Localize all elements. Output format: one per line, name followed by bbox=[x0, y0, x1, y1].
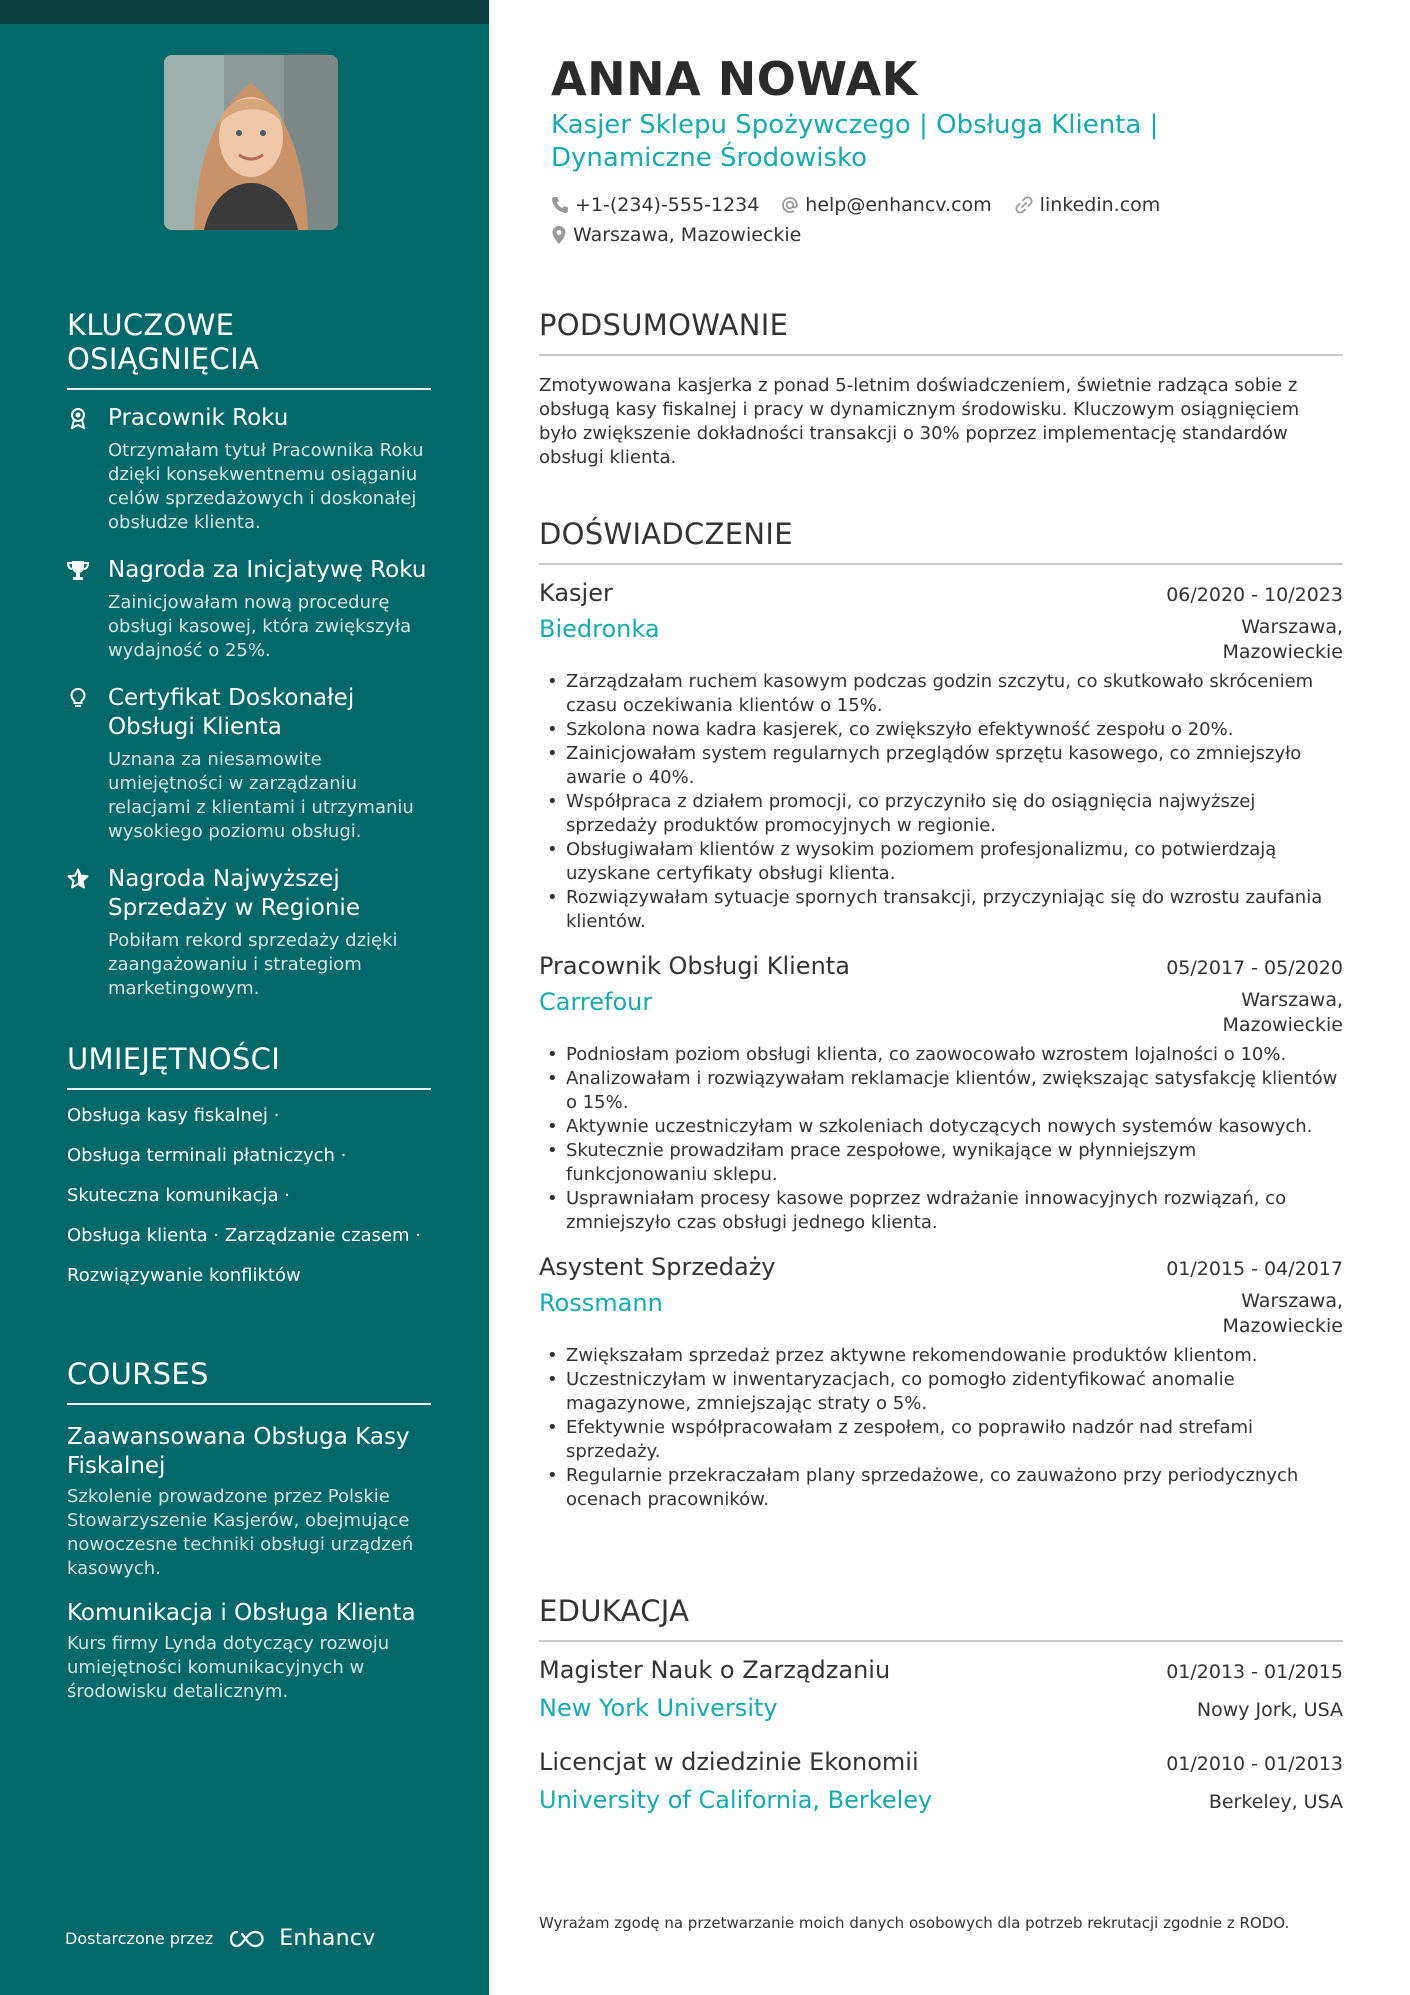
candidate-headline: Kasjer Sklepu Spożywczego | Obsługa Klienta | Dynamiczne Środowisko bbox=[551, 110, 1159, 173]
skill-row: Obsługa terminali płatniczych · bbox=[67, 1145, 347, 1166]
job-location: Warszawa, Mazowieckie bbox=[1222, 616, 1343, 663]
infinity-logo-icon bbox=[225, 1928, 271, 1950]
at-sign-icon bbox=[781, 196, 799, 214]
phone-icon bbox=[551, 196, 569, 214]
job-title: Kasjer bbox=[539, 579, 613, 607]
sidebar-top-bar bbox=[0, 0, 489, 24]
skill-row: Rozwiązywanie konfliktów bbox=[67, 1265, 301, 1286]
job-bullet: • Efektywnie współpracowałam z zespołem, co poprawiło nadzór nad strefami sprzedaży. bbox=[539, 1416, 1343, 1464]
skill-row: Obsługa kasy fiskalnej · bbox=[67, 1105, 280, 1126]
experience-section bbox=[539, 517, 1343, 1512]
job-company: Biedronka bbox=[539, 615, 660, 643]
education-degree: Magister Nauk o Zarządzaniu bbox=[539, 1656, 891, 1684]
location-text: Warszawa, Mazowieckie bbox=[573, 224, 802, 246]
lightbulb-icon bbox=[67, 687, 89, 709]
course-description: Kurs firmy Lynda dotyczący rozwoju umiejętności komunikacyjnych w środowisku detalicznym. bbox=[67, 1633, 390, 1702]
contact-location bbox=[551, 224, 801, 246]
job-location: Warszawa, Mazowieckie bbox=[1222, 989, 1343, 1036]
job-company: Rossmann bbox=[539, 1289, 663, 1317]
email-text: help@enhancv.com bbox=[805, 194, 992, 216]
courses-heading: COURSES bbox=[67, 1357, 431, 1405]
job-bullet: • Regularnie przekraczałam plany sprzedażowe, co zauważono przy periodycznych ocenach pracowników. bbox=[539, 1464, 1343, 1512]
achievement-description: Uznana za niesamowite umiejętności w zarządzaniu relacjami z klientami i utrzymaniu wysokiego poziomu obsługi. bbox=[108, 749, 414, 842]
contact-email[interactable] bbox=[781, 194, 991, 216]
job-title: Asystent Sprzedaży bbox=[539, 1253, 776, 1281]
course-item bbox=[67, 1423, 431, 1581]
achievement-description: Otrzymałam tytuł Pracownika Roku dzięki konsekwentnemu osiąganiu celów sprzedażowych i doskonałej obsłudze klienta. bbox=[108, 440, 424, 533]
contact-row bbox=[551, 194, 1182, 216]
job-bullet: • Zwiększałam sprzedaż przez aktywne rekomendowanie produktów klientom. bbox=[539, 1344, 1343, 1368]
profile-photo bbox=[164, 55, 338, 230]
footer-label: Dostarczone przez bbox=[65, 1929, 214, 1948]
skill-row: Obsługa klienta · Zarządzanie czasem · bbox=[67, 1225, 421, 1246]
summary-section bbox=[539, 308, 1343, 470]
job-entry bbox=[539, 579, 1343, 934]
summary-text: Zmotywowana kasjerka z ponad 5-letnim doświadczeniem, świetnie radząca sobie z obsługą kasy fiskalnej i pracy w dynamicznym środowisku. Kluczowym osiągnięciem było zwiększenie dokładności transakcji o 30% poprzez implementację standardów obsługi klienta. bbox=[539, 375, 1300, 468]
achievements-heading: KLUCZOWE OSIĄGNIĘCIA bbox=[67, 308, 431, 390]
achievement-item bbox=[67, 556, 431, 663]
achievement-description: Zainicjowałam nową procedurę obsługi kasowej, która zwiększyła wydajność o 25%. bbox=[108, 592, 412, 661]
achievement-title: Nagroda za Inicjatywę Roku bbox=[108, 557, 427, 583]
job-bullet: • Uczestniczyłam w inwentaryzacjach, co pomogło zidentyfikować anomalie magazynowe, zmniejszając straty o 5%. bbox=[539, 1368, 1343, 1416]
course-title: Komunikacja i Obsługa Klienta bbox=[67, 1600, 416, 1626]
job-bullets bbox=[539, 1344, 1343, 1512]
skills-list bbox=[67, 1104, 431, 1288]
course-title: Zaawansowana Obsługa Kasy Fiskalnej bbox=[67, 1424, 410, 1479]
job-dates: 01/2015 - 04/2017 bbox=[1166, 1258, 1343, 1280]
link-icon bbox=[1014, 196, 1034, 214]
skills-section bbox=[67, 1042, 431, 1288]
footer-brand bbox=[65, 1926, 376, 1951]
job-bullet: • Zainicjowałam system regularnych przeglądów sprzętu kasowego, co zmniejszyło awarie o 40%. bbox=[539, 742, 1343, 790]
linkedin-text: linkedin.com bbox=[1039, 194, 1161, 216]
courses-section bbox=[67, 1357, 431, 1704]
job-bullets bbox=[539, 670, 1343, 934]
education-heading: EDUKACJA bbox=[539, 1594, 1343, 1642]
job-bullet: • Szkolona nowa kadra kasjerek, co zwiększyło efektywność zespołu o 20%. bbox=[539, 718, 1343, 742]
candidate-name: ANNA NOWAK bbox=[551, 52, 918, 106]
job-bullet: • Podniosłam poziom obsługi klienta, co zaowocowało wzrostem lojalności o 10%. bbox=[539, 1043, 1343, 1067]
job-bullets bbox=[539, 1043, 1343, 1235]
star-icon bbox=[67, 868, 89, 890]
job-bullet: • Współpraca z działem promocji, co przyczyniło się do osiągnięcia najwyższej sprzedaży produktów promocyjnych w regionie. bbox=[539, 790, 1343, 838]
achievement-title: Pracownik Roku bbox=[108, 405, 289, 431]
education-entry bbox=[539, 1748, 1343, 1814]
education-entry bbox=[539, 1656, 1343, 1722]
education-section bbox=[539, 1594, 1343, 1814]
job-bullet: • Zarządzałam ruchem kasowym podczas godzin szczytu, co skutkowało skróceniem czasu oczekiwania klientów o 15%. bbox=[539, 670, 1343, 718]
job-company: Carrefour bbox=[539, 988, 653, 1016]
enhancv-logo[interactable] bbox=[225, 1926, 375, 1951]
contact-row-location bbox=[551, 224, 823, 246]
job-title: Pracownik Obsługi Klienta bbox=[539, 952, 850, 980]
contact-phone[interactable] bbox=[551, 194, 759, 216]
job-bullet: • Obsługiwałam klientów z wysokim poziomem profesjonalizmu, co potwierdzają uzyskane certyfikaty obsługi klienta. bbox=[539, 838, 1343, 886]
course-description: Szkolenie prowadzone przez Polskie Stowarzyszenie Kasjerów, obejmujące nowoczesne techniki obsługi urządzeń kasowych. bbox=[67, 1486, 414, 1579]
education-dates: 01/2010 - 01/2013 bbox=[1166, 1753, 1343, 1775]
achievement-title: Certyfikat Doskonałej Obsługi Klienta bbox=[108, 685, 355, 740]
education-school: New York University bbox=[539, 1694, 778, 1722]
achievement-item bbox=[67, 865, 431, 1001]
contact-linkedin[interactable] bbox=[1014, 194, 1161, 216]
job-entry bbox=[539, 1253, 1343, 1512]
experience-heading: DOŚWIADCZENIE bbox=[539, 517, 1343, 565]
trophy-icon bbox=[67, 559, 89, 581]
achievement-title: Nagroda Najwyższej Sprzedaży w Regionie bbox=[108, 866, 360, 921]
achievement-item bbox=[67, 404, 431, 535]
achievement-item bbox=[67, 684, 431, 844]
job-bullet: • Usprawniałam procesy kasowe poprzez wdrażanie innowacyjnych rozwiązań, co zmniejszyło czas obsługi jednego klienta. bbox=[539, 1187, 1343, 1235]
job-dates: 05/2017 - 05/2020 bbox=[1166, 957, 1343, 979]
education-dates: 01/2013 - 01/2015 bbox=[1166, 1661, 1343, 1683]
education-school: University of California, Berkeley bbox=[539, 1786, 933, 1814]
achievements-section bbox=[67, 308, 431, 1001]
phone-text: +1-(234)-555-1234 bbox=[575, 194, 760, 216]
job-dates: 06/2020 - 10/2023 bbox=[1166, 584, 1343, 606]
skill-row: Skuteczna komunikacja · bbox=[67, 1185, 290, 1206]
job-bullet: • Aktywnie uczestniczyłam w szkoleniach dotyczących nowych systemów kasowych. bbox=[539, 1115, 1343, 1139]
job-location: Warszawa, Mazowieckie bbox=[1222, 1290, 1343, 1337]
footer-brand-name: Enhancv bbox=[279, 1926, 376, 1951]
job-bullet: • Rozwiązywałam sytuacje spornych transakcji, przyczyniając się do wzrostu zaufania klientów. bbox=[539, 886, 1343, 934]
education-location: Berkeley, USA bbox=[1208, 1791, 1343, 1813]
course-item bbox=[67, 1599, 431, 1704]
award-icon bbox=[67, 407, 89, 429]
skills-heading: UMIEJĘTNOŚCI bbox=[67, 1042, 431, 1090]
job-entry bbox=[539, 952, 1343, 1235]
education-degree: Licencjat w dziedzinie Ekonomii bbox=[539, 1748, 919, 1776]
education-location: Nowy Jork, USA bbox=[1196, 1699, 1343, 1721]
achievement-description: Pobiłam rekord sprzedaży dzięki zaangażowaniu i strategiom marketingowym. bbox=[108, 930, 398, 999]
sidebar bbox=[0, 0, 489, 1995]
job-bullet: • Skutecznie prowadziłam prace zespołowe, wynikające w płynniejszym funkcjonowaniu sklepu. bbox=[539, 1139, 1343, 1187]
summary-heading: PODSUMOWANIE bbox=[539, 308, 1343, 356]
gdpr-consent: Wyrażam zgodę na przetwarzanie moich danych osobowych dla potrzeb rekrutacji zgodnie z RODO. bbox=[539, 1914, 1290, 1932]
location-pin-icon bbox=[551, 225, 567, 245]
job-bullet: • Analizowałam i rozwiązywałam reklamacje klientów, zwiększając satysfakcję klientów o 15%. bbox=[539, 1067, 1343, 1115]
